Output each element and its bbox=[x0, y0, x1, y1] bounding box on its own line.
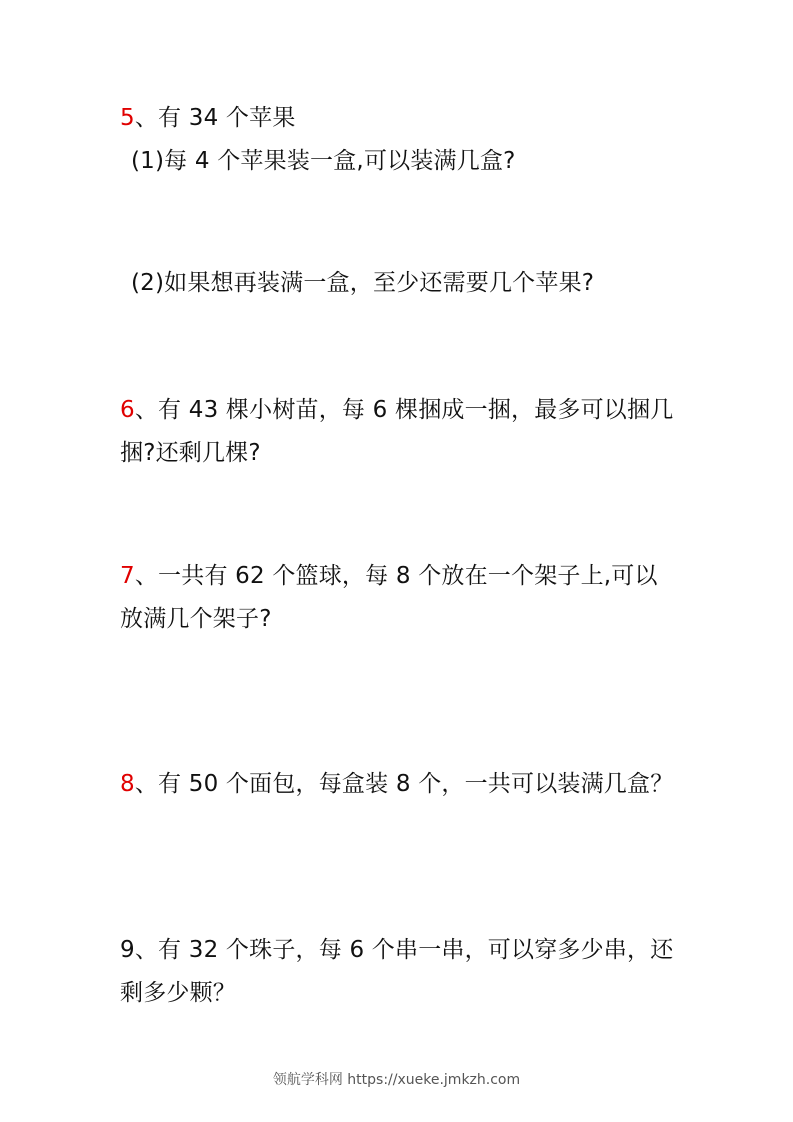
question-9-text-1: 、有 32 个珠子，每 6 个串一串，可以穿多少串，还 bbox=[134, 937, 674, 963]
question-8-line-1 bbox=[120, 769, 673, 799]
question-5-line-1 bbox=[120, 103, 296, 133]
question-7-number: 7 bbox=[120, 563, 135, 589]
question-7-line-2: 放满几个架子? bbox=[120, 606, 272, 632]
question-5-subpart-1: (1)每 4 个苹果装一盒,可以装满几盒? bbox=[131, 148, 516, 174]
question-5-number: 5 bbox=[120, 105, 135, 131]
question-5-text: 、有 34 个苹果 bbox=[134, 105, 296, 131]
question-9-number: 9 bbox=[120, 937, 135, 963]
question-9-line-2: 剩多少颗？ bbox=[120, 980, 236, 1006]
footer-watermark: 领航学科网 https://xueke.jmkzh.com bbox=[272, 1072, 521, 1088]
question-9-line-1 bbox=[120, 935, 673, 965]
question-7-line-1 bbox=[120, 561, 658, 591]
question-6-line-2: 捆?还剩几棵? bbox=[120, 440, 261, 466]
question-5-subpart-2: (2)如果想再装满一盒，至少还需要几个苹果? bbox=[131, 270, 595, 296]
question-6-text-1: 、有 43 棵小树苗，每 6 棵捆成一捆，最多可以捆几 bbox=[134, 397, 674, 423]
question-8-number: 8 bbox=[120, 771, 135, 797]
question-8-text-1: 、有 50 个面包，每盒装 8 个，一共可以装满几盒？ bbox=[134, 771, 674, 797]
question-6-number: 6 bbox=[120, 397, 135, 423]
question-7-text-1: 、一共有 62 个篮球，每 8 个放在一个架子上,可以 bbox=[134, 563, 658, 589]
question-6-line-1 bbox=[120, 395, 673, 425]
